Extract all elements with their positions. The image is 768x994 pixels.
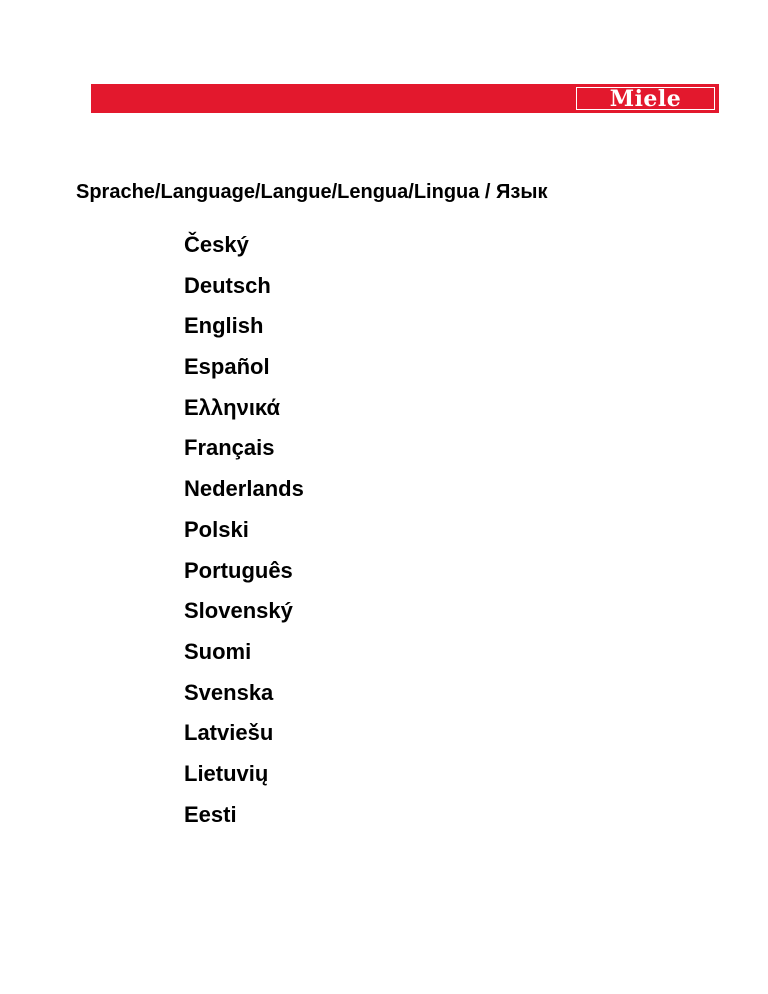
language-item-svenska[interactable]: Svenska bbox=[184, 679, 274, 705]
language-item-cesky[interactable]: Český bbox=[184, 232, 249, 257]
language-item-latviesu[interactable]: Latviešu bbox=[184, 720, 274, 746]
language-item-espanol[interactable]: Español bbox=[184, 354, 270, 380]
language-item-polski[interactable]: Polski bbox=[184, 516, 249, 542]
language-item-english[interactable]: English bbox=[184, 313, 264, 339]
language-item-eesti[interactable]: Eesti bbox=[184, 801, 237, 827]
language-item-ellinika[interactable]: Ελληνικά bbox=[184, 394, 280, 420]
language-item-francais[interactable]: Français bbox=[184, 435, 275, 461]
miele-logo bbox=[576, 87, 715, 110]
language-item-deutsch[interactable]: Deutsch bbox=[184, 272, 271, 298]
brand-bar bbox=[91, 84, 719, 113]
language-item-lietuviu[interactable]: Lietuvių bbox=[184, 760, 269, 786]
language-item-slovensky[interactable]: Slovenský bbox=[184, 598, 293, 624]
language-heading: Sprache/Language/Langue/Lengua/Lingua / Язык bbox=[76, 181, 548, 203]
language-item-nederlands[interactable]: Nederlands bbox=[184, 476, 304, 502]
language-list bbox=[184, 232, 304, 842]
language-item-portugues[interactable]: Português bbox=[184, 557, 293, 583]
language-item-suomi[interactable]: Suomi bbox=[184, 638, 252, 664]
logo-text: Miele bbox=[609, 85, 682, 112]
